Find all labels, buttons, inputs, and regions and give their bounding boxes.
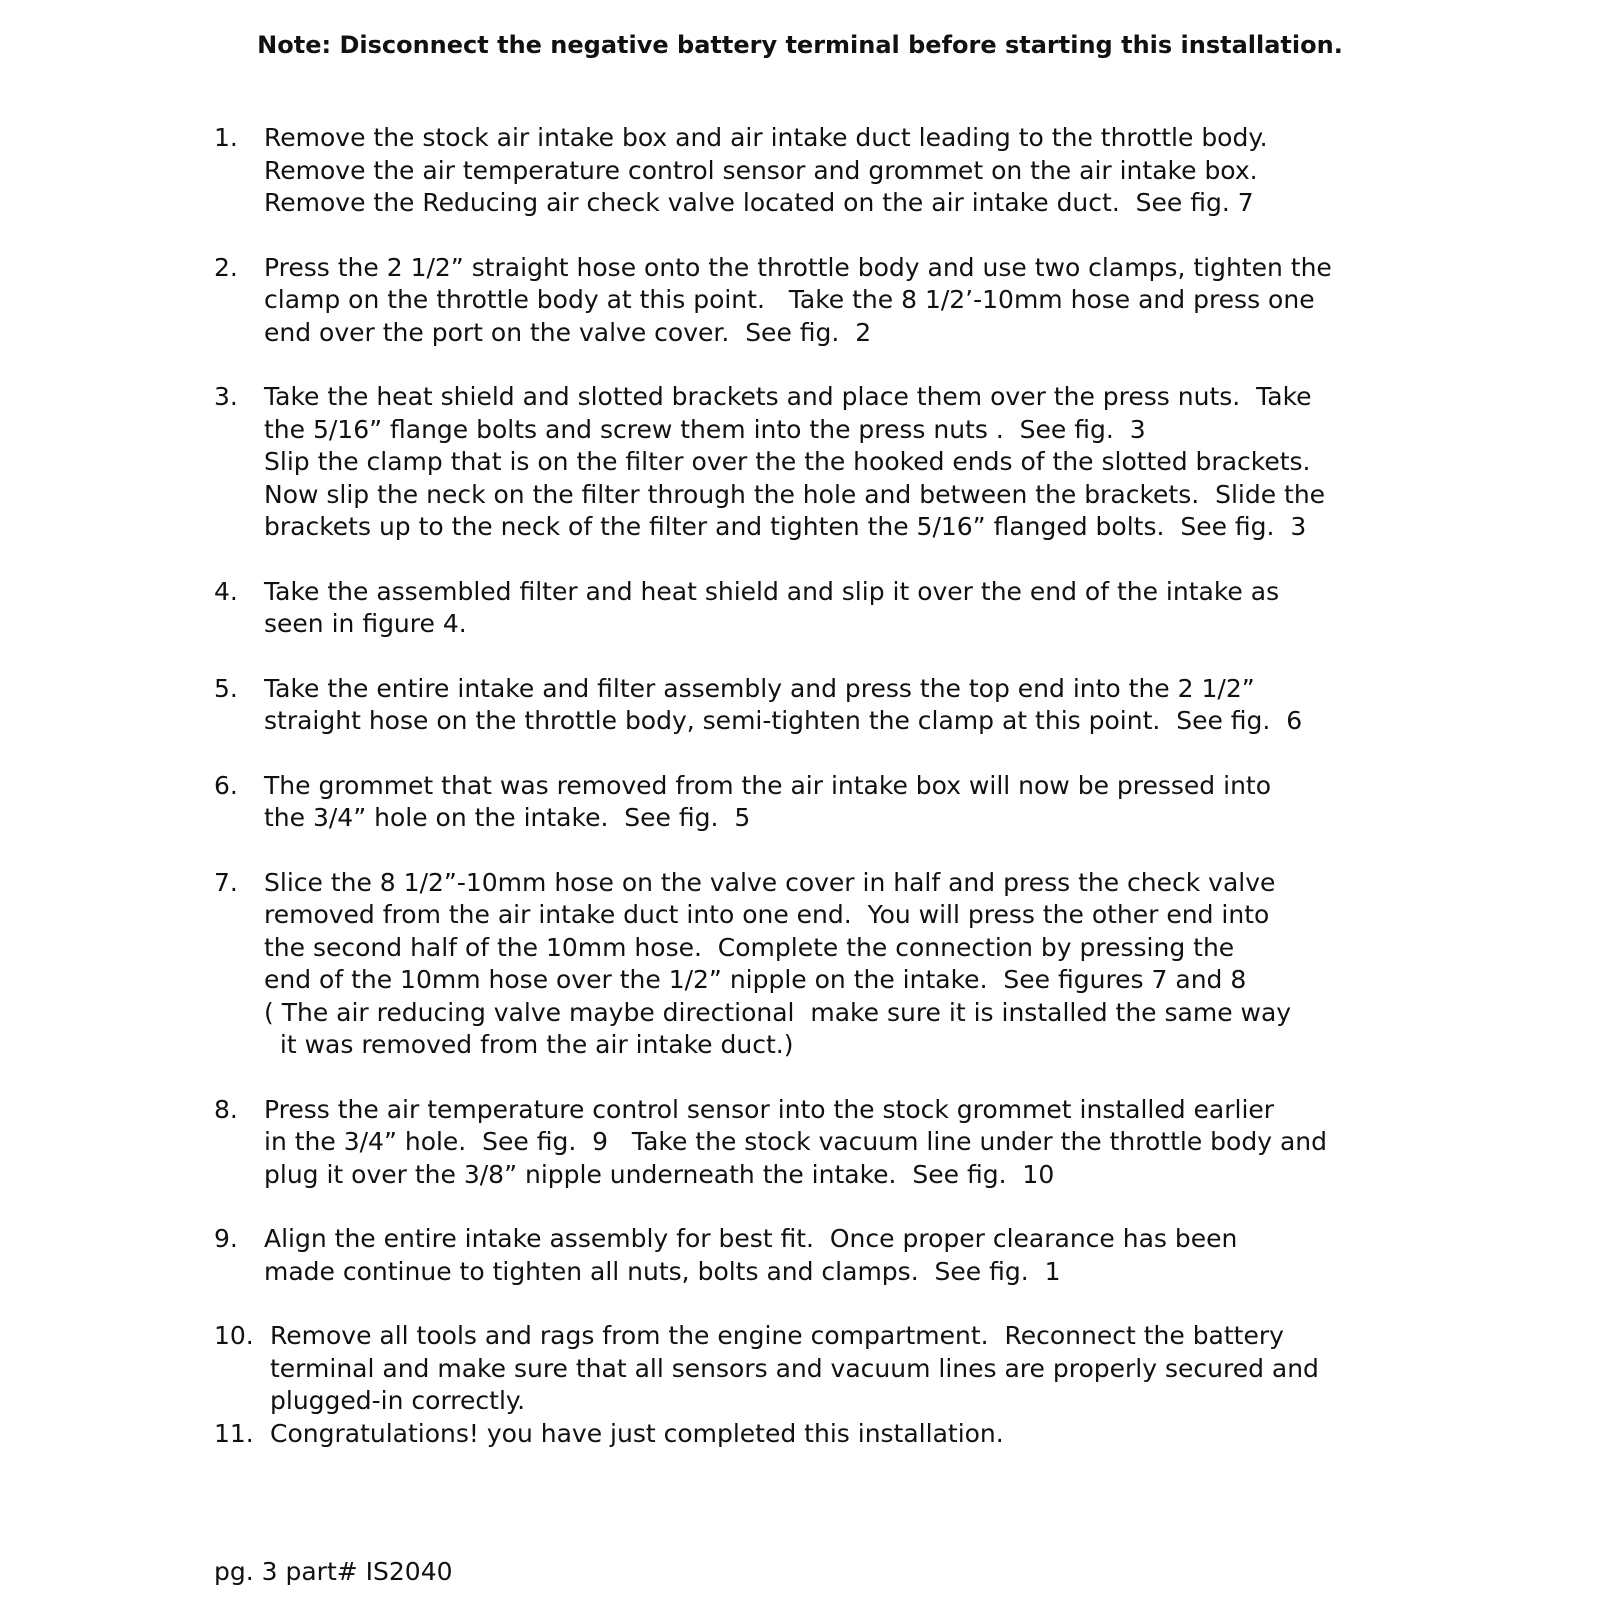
step-number: 10. [214, 1321, 254, 1350]
step-line: Remove the Reducing air check valve located on the air intake duct. See fig. 7 [264, 188, 1254, 217]
page-footer: pg. 3 part# IS2040 [214, 1557, 453, 1586]
step-line: straight hose on the throttle body, semi-tighten the clamp at this point. See fig. 6 [264, 706, 1303, 735]
step-7 [214, 867, 1514, 1062]
step-line: Now slip the neck on the filter through the hole and between the brackets. Slide the [264, 479, 1326, 509]
step-line: Congratulations! you have just completed this installation. [270, 1418, 1004, 1448]
step-number: 1. [214, 123, 238, 152]
step-line: it was removed from the air intake duct.) [264, 1030, 794, 1059]
step-line: Press the 2 1/2” straight hose onto the throttle body and use two clamps, tighten the [264, 252, 1332, 282]
step-line: removed from the air intake duct into one end. You will press the other end into [264, 900, 1270, 929]
step-line: the second half of the 10mm hose. Complete the connection by pressing the [264, 932, 1235, 962]
step-number: 6. [214, 770, 238, 800]
step-5 [214, 673, 1514, 738]
step-number: 5. [214, 673, 238, 703]
step-11 [214, 1418, 1514, 1451]
step-line: plugged-in correctly. [270, 1386, 526, 1415]
step-number: 11. [214, 1418, 254, 1448]
step-line: end over the port on the valve cover. See fig. 2 [264, 317, 872, 347]
step-line: in the 3/4” hole. See fig. 9 Take the stock vacuum line under the throttle body and [264, 1127, 1327, 1156]
step-line: Align the entire intake assembly for best fit. Once proper clearance has been [264, 1224, 1238, 1253]
step-line: clamp on the throttle body at this point. Take the 8 1/2’-10mm hose and press one [264, 285, 1315, 314]
step-number: 7. [214, 867, 238, 897]
step-line: the 3/4” hole on the intake. See fig. 5 [264, 803, 751, 832]
step-number: 3. [214, 382, 238, 411]
step-4 [214, 576, 1514, 641]
step-line: plug it over the 3/8” nipple underneath the intake. See fig. 10 [264, 1159, 1055, 1189]
step-line: Take the heat shield and slotted brackets and place them over the press nuts. Take [264, 382, 1312, 411]
installation-note: Note: Disconnect the negative battery terminal before starting this installation. [257, 31, 1343, 59]
step-line: ( The air reducing valve maybe directional make sure it is installed the same way [264, 997, 1292, 1027]
step-2 [214, 252, 1514, 350]
step-number: 4. [214, 576, 238, 606]
step-line: Take the assembled filter and heat shield and slip it over the end of the intake as [264, 576, 1280, 606]
step-line: the 5/16” flange bolts and screw them into the press nuts . See fig. 3 [264, 414, 1146, 444]
step-line: terminal and make sure that all sensors and vacuum lines are properly secured and [270, 1353, 1319, 1383]
step-number: 9. [214, 1224, 238, 1253]
step-line: made continue to tighten all nuts, bolts and clamps. See fig. 1 [264, 1256, 1061, 1286]
step-line: The grommet that was removed from the air intake box will now be pressed into [264, 770, 1272, 800]
installation-steps [214, 122, 1514, 1482]
step-number: 2. [214, 252, 238, 282]
step-line: Slip the clamp that is on the filter over the the hooked ends of the slotted brackets. [264, 447, 1311, 476]
step-line: seen in figure 4. [264, 609, 467, 638]
step-10 [214, 1320, 1514, 1418]
step-line: Take the entire intake and filter assembly and press the top end into the 2 1/2” [264, 673, 1255, 703]
step-3 [214, 381, 1514, 544]
step-9 [214, 1223, 1514, 1288]
step-line: end of the 10mm hose over the 1/2” nipple on the intake. See figures 7 and 8 [264, 965, 1247, 994]
step-line: Press the air temperature control sensor into the stock grommet installed earlier [264, 1094, 1275, 1124]
step-8 [214, 1094, 1514, 1192]
step-number: 8. [214, 1094, 238, 1124]
step-line: Remove the stock air intake box and air intake duct leading to the throttle body. [264, 123, 1268, 152]
step-line: brackets up to the neck of the filter and tighten the 5/16” flanged bolts. See fig. 3 [264, 512, 1307, 541]
step-line: Slice the 8 1/2”-10mm hose on the valve cover in half and press the check valve [264, 867, 1276, 897]
step-line: Remove the air temperature control sensor and grommet on the air intake box. [264, 155, 1258, 185]
step-1 [214, 122, 1514, 220]
step-line: Remove all tools and rags from the engine compartment. Reconnect the battery [270, 1321, 1284, 1350]
step-6 [214, 770, 1514, 835]
